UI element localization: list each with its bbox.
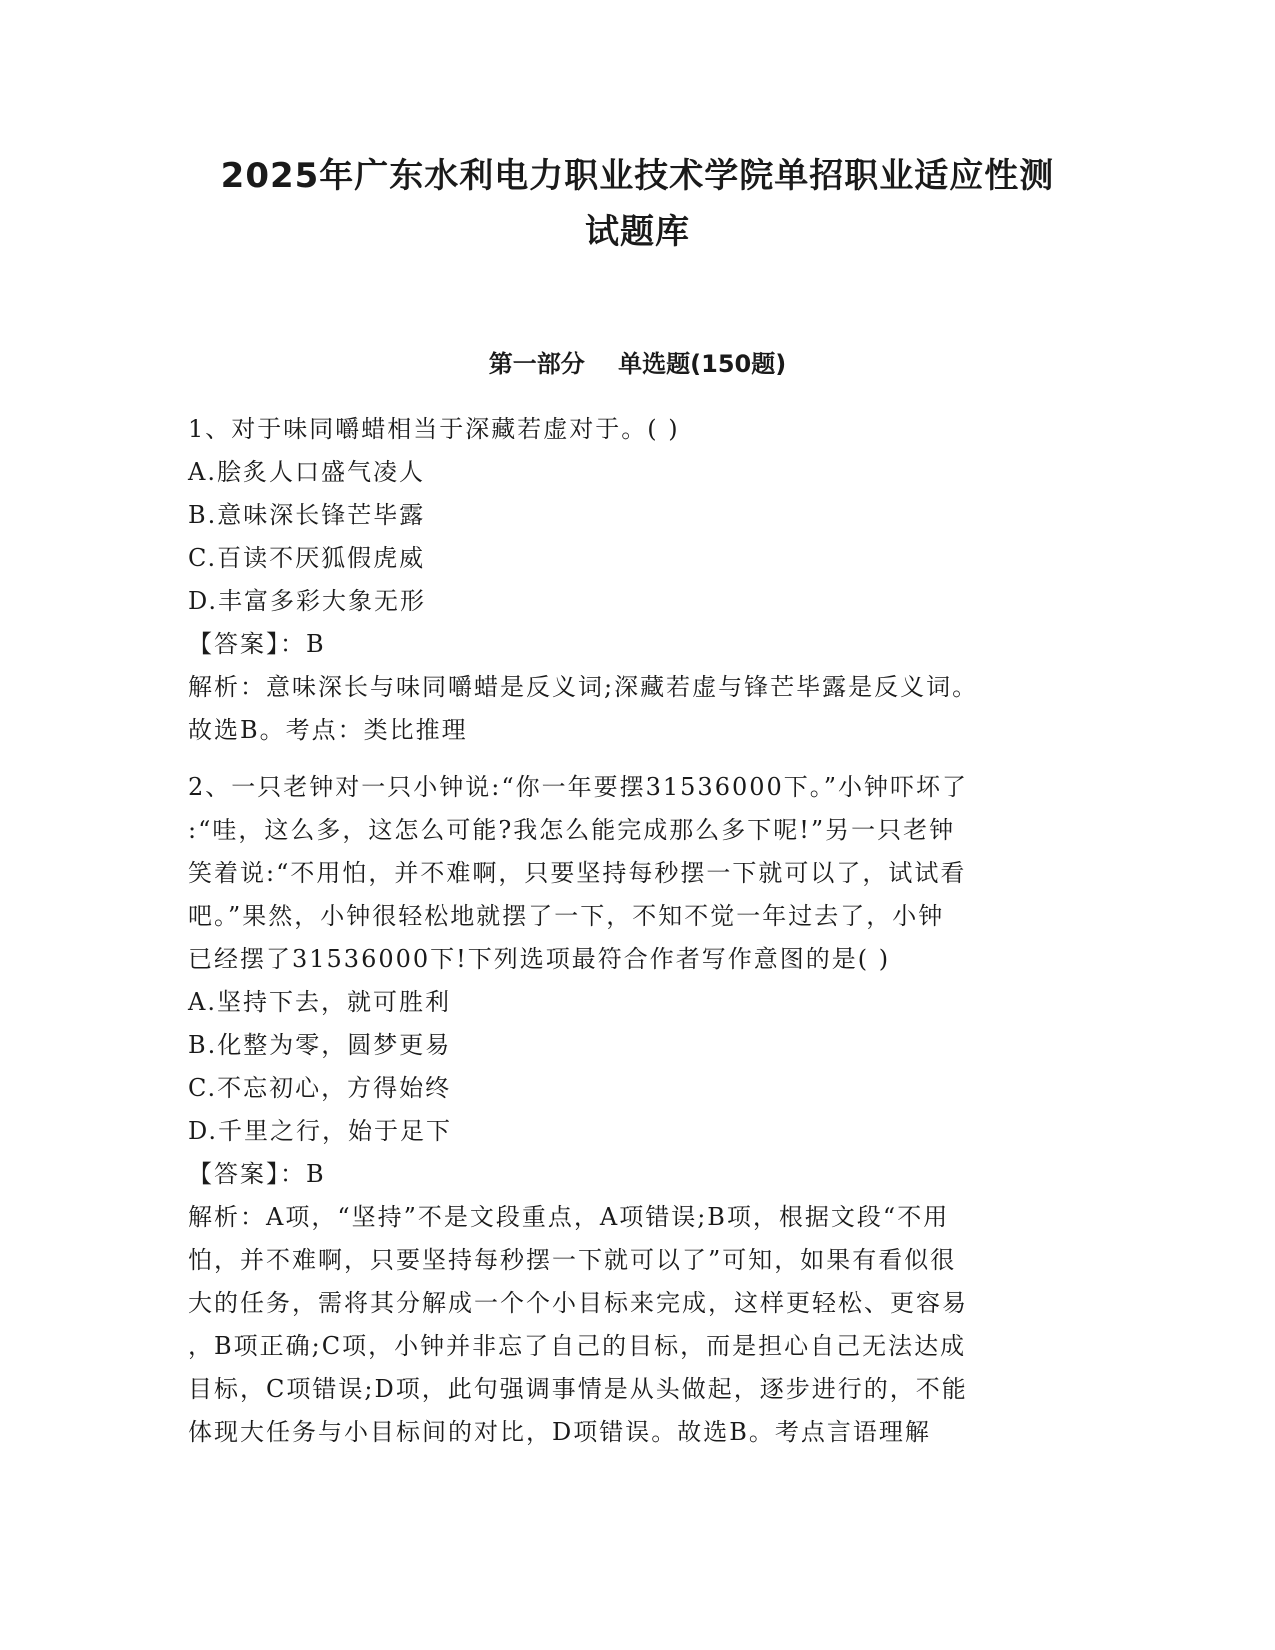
option-b: B.化整为零，圆梦更易 xyxy=(188,1031,452,1059)
question-1 xyxy=(188,408,1088,752)
question-stem: 1、对于味同嚼蜡相当于深藏若虚对于。( ) xyxy=(188,415,680,443)
analysis-line: 解析：A项，“坚持”不是文段重点，A项错误;B项，根据文段“不用 xyxy=(188,1203,950,1231)
analysis-line: 怕，并不难啊，只要坚持每秒摆一下就可以了”可知，如果有看似很 xyxy=(188,1246,957,1274)
question-stem-line: 吧。”果然，小钟很轻松地就摆了一下，不知不觉一年过去了，小钟 xyxy=(188,902,945,930)
section-title: 第一部分 单选题(150题) xyxy=(488,350,787,378)
option-a: A.坚持下去，就可胜利 xyxy=(188,988,451,1016)
analysis-line: 目标，C项错误;D项，此句强调事情是从头做起，逐步进行的，不能 xyxy=(188,1375,968,1403)
analysis-line: 解析：意味深长与味同嚼蜡是反义词;深藏若虚与锋芒毕露是反义词。 xyxy=(188,673,979,701)
analysis-line: 体现大任务与小目标间的对比，D项错误。故选B。考点言语理解 xyxy=(188,1418,931,1446)
option-a: A.脍炙人口盛气凌人 xyxy=(188,458,425,486)
analysis-line: ，B项正确;C项，小钟并非忘了自己的目标，而是担心自己无法达成 xyxy=(188,1332,967,1360)
question-2 xyxy=(188,766,1088,1454)
document-title-line-1: 2025年广东水利电力职业技术学院单招职业适应性测 xyxy=(220,156,1055,196)
question-stem-line: :“哇，这么多，这怎么可能?我怎么能完成那么多下呢!”另一只老钟 xyxy=(188,816,956,844)
question-stem-line: 已经摆了31536000下!下列选项最符合作者写作意图的是( ) xyxy=(188,945,891,973)
document-title-line-2: 试题库 xyxy=(585,212,690,252)
question-stem-line: 笑着说:“不用怕，并不难啊，只要坚持每秒摆一下就可以了，试试看 xyxy=(188,859,967,887)
document-title xyxy=(150,148,1125,260)
option-d: D.千里之行，始于足下 xyxy=(188,1117,453,1145)
option-c: C.百读不厌狐假虎威 xyxy=(188,544,426,572)
option-d: D.丰富多彩大象无形 xyxy=(188,587,427,615)
analysis-line: 大的任务，需将其分解成一个个小目标来完成，这样更轻松、更容易 xyxy=(188,1289,968,1317)
answer: 【答案】：B xyxy=(188,1160,326,1188)
option-c: C.不忘初心，方得始终 xyxy=(188,1074,452,1102)
question-list xyxy=(188,408,1088,1454)
option-b: B.意味深长锋芒毕露 xyxy=(188,501,426,529)
answer: 【答案】：B xyxy=(188,630,326,658)
question-stem-line: 2、一只老钟对一只小钟说:“你一年要摆31536000下。”小钟吓坏了 xyxy=(188,773,969,801)
analysis-line: 故选B。考点：类比推理 xyxy=(188,716,468,744)
